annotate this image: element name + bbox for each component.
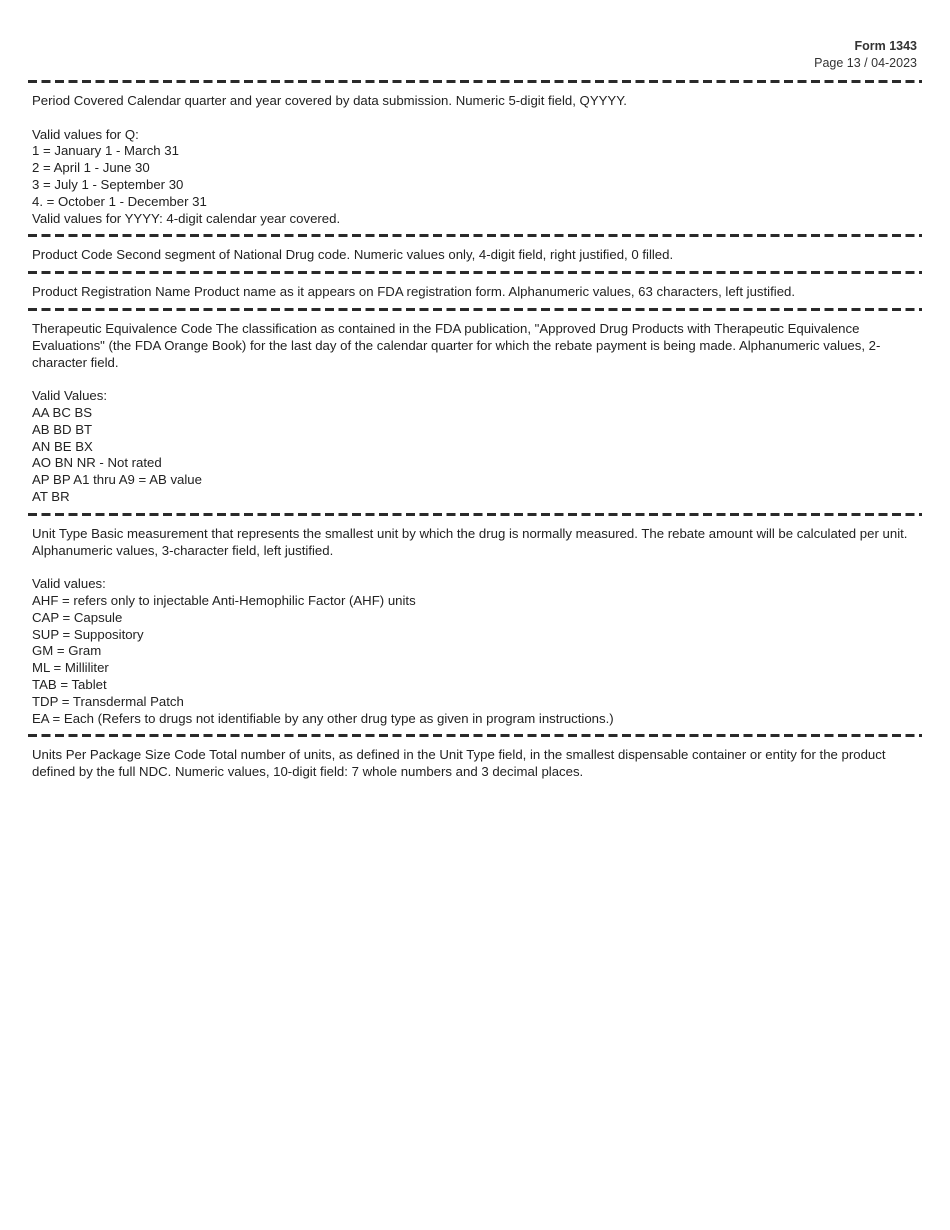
valid-value: EA = Each (Refers to drugs not identifiable by any other drug type as given in program instructions.) (32, 710, 614, 726)
valid-value: 3 = July 1 - September 30 (32, 176, 184, 192)
section-unit-type (28, 516, 922, 735)
section-units-per-package-size-code (28, 737, 922, 788)
section-description: Product Registration Name Product name as it appears on FDA registration form. Alphanumeric values, 63 characters, left justified. (32, 284, 796, 300)
section-therapeutic-equivalence-code (28, 311, 922, 513)
valid-value: AA BC BS (32, 404, 93, 420)
section-product-registration-name (28, 274, 922, 308)
field-definitions (28, 80, 922, 788)
valid-value: Valid values for YYYY: 4-digit calendar year covered. (32, 210, 341, 226)
valid-value: TAB = Tablet (32, 676, 107, 692)
valid-value: CAP = Capsule (32, 609, 123, 625)
section-description: Therapeutic Equivalence Code The classification as contained in the FDA publication, "Approved Drug Products with Therapeutic Equivalence Evaluations" (the FDA Orange Book) for the last day of the calendar quarter for which the rebate payment is being made. Alphanumeric values, 2-character field. (32, 320, 881, 370)
valid-value: AN BE BX (32, 438, 93, 454)
valid-values-heading: Valid Values: (32, 388, 108, 404)
section-description: Unit Type Basic measurement that represents the smallest unit by which the drug is normally measured. The rebate amount will be calculated per unit. Alphanumeric values, 3-character field, left justified. (32, 525, 911, 558)
valid-value: AB BD BT (32, 421, 93, 437)
section-description: Units Per Package Size Code Total number of units, as defined in the Unit Type field, in the smallest dispensable container or entity for the product defined by the full NDC. Numeric values, 10-digit field: 7 whole numbers and 3 decimal places. (32, 747, 890, 780)
valid-value: ML = Milliliter (32, 660, 109, 676)
section-description: Product Code Second segment of National Drug code. Numeric values only, 4-digit field, right justified, 0 filled. (32, 247, 674, 263)
valid-value: GM = Gram (32, 643, 102, 659)
valid-value: AO BN NR - Not rated (32, 455, 162, 471)
valid-values-heading: Valid values for Q: (32, 126, 139, 142)
form-number: Form 1343 (854, 39, 917, 53)
valid-value: AP BP A1 thru A9 = AB value (32, 472, 202, 488)
valid-value: 2 = April 1 - June 30 (32, 160, 150, 176)
valid-value: AT BR (32, 488, 70, 504)
valid-value: AHF = refers only to injectable Anti-Hemophilic Factor (AHF) units (32, 592, 416, 608)
section-period-covered (28, 83, 922, 234)
section-product-code (28, 237, 922, 271)
section-description: Period Covered Calendar quarter and year covered by data submission. Numeric 5-digit field, QYYYY. (32, 93, 627, 108)
valid-value: 1 = January 1 - March 31 (32, 143, 179, 159)
page-info: Page 13 / 04-2023 (814, 56, 917, 70)
valid-value: 4. = October 1 - December 31 (32, 193, 207, 209)
valid-value: SUP = Suppository (32, 626, 144, 642)
valid-value: TDP = Transdermal Patch (32, 693, 184, 709)
valid-values-heading: Valid values: (32, 576, 106, 592)
page-header (814, 38, 917, 72)
